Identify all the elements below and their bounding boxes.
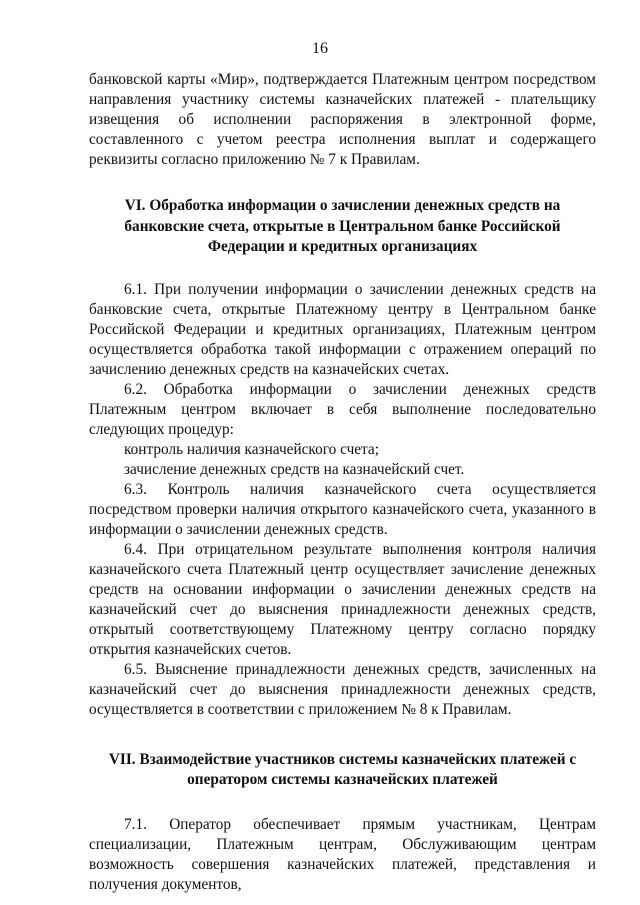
document-body xyxy=(89,70,596,895)
paragraph-6-4: 6.4. При отрицательном результате выполнения контроля наличия казначейского счета Платежный центр осуществляет зачисление денежных средств на основании информации о зачислении денежных средств на казначейский счет до выяснения принадлежности денежных средств, открытый соответствующему Платежному центру согласно порядку открытия казначейских счетов. xyxy=(89,540,596,658)
section-7-heading: VII. Взаимодействие участников системы казначейских платежей с оператором системы казначейских платежей xyxy=(108,750,577,788)
paragraph-6-2-item-1: контроль наличия казначейского счета; xyxy=(124,440,379,458)
paragraph-6-3: 6.3. Контроль наличия казначейского счета осуществляется посредством проверки наличия открытого казначейского счета, указанного в информации о зачислении денежных средств. xyxy=(89,480,596,538)
section-6-heading: VI. Обработка информации о зачислении денежных средств на банковские счета, открытые в Центральном банке Российской Федерации и кредитных организациях xyxy=(124,197,561,255)
paragraph-7-1: 7.1. Оператор обеспечивает прямым участникам, Центрам специализации, Платежным центрам, Обслуживающим центрам возможность совершения казначейских платежей, представления и получения документов, xyxy=(89,815,596,893)
page-number: 16 xyxy=(312,40,328,57)
paragraph-6-1: 6.1. При получении информации о зачислении денежных средств на банковские счета, открытые Платежному центру в Центральном банке Российской Федерации и кредитных организациях, Платежным центром осуществляется обработка такой информации с отражением операций по зачислению денежных средств на казначейских счетах. xyxy=(89,280,596,378)
paragraph-6-2-item-2: зачисление денежных средств на казначейский счет. xyxy=(124,460,465,478)
paragraph-6-5: 6.5. Выяснение принадлежности денежных средств, зачисленных на казначейский счет до выяснения принадлежности денежных средств, осуществляется в соответствии с приложением № 8 к Правилам. xyxy=(89,660,596,718)
paragraph-6-2: 6.2. Обработка информации о зачислении денежных средств Платежным центром включает в себя выполнение последовательно следующих процедур: xyxy=(89,380,596,438)
intro-paragraph: банковской карты «Мир», подтверждается Платежным центром посредством направления участнику системы казначейских платежей - плательщику извещения об исполнении распоряжения в электронной форме, составленного с учетом реестра исполнения выплат и содержащего реквизиты согласно приложению № 7 к Правилам. xyxy=(89,71,596,168)
